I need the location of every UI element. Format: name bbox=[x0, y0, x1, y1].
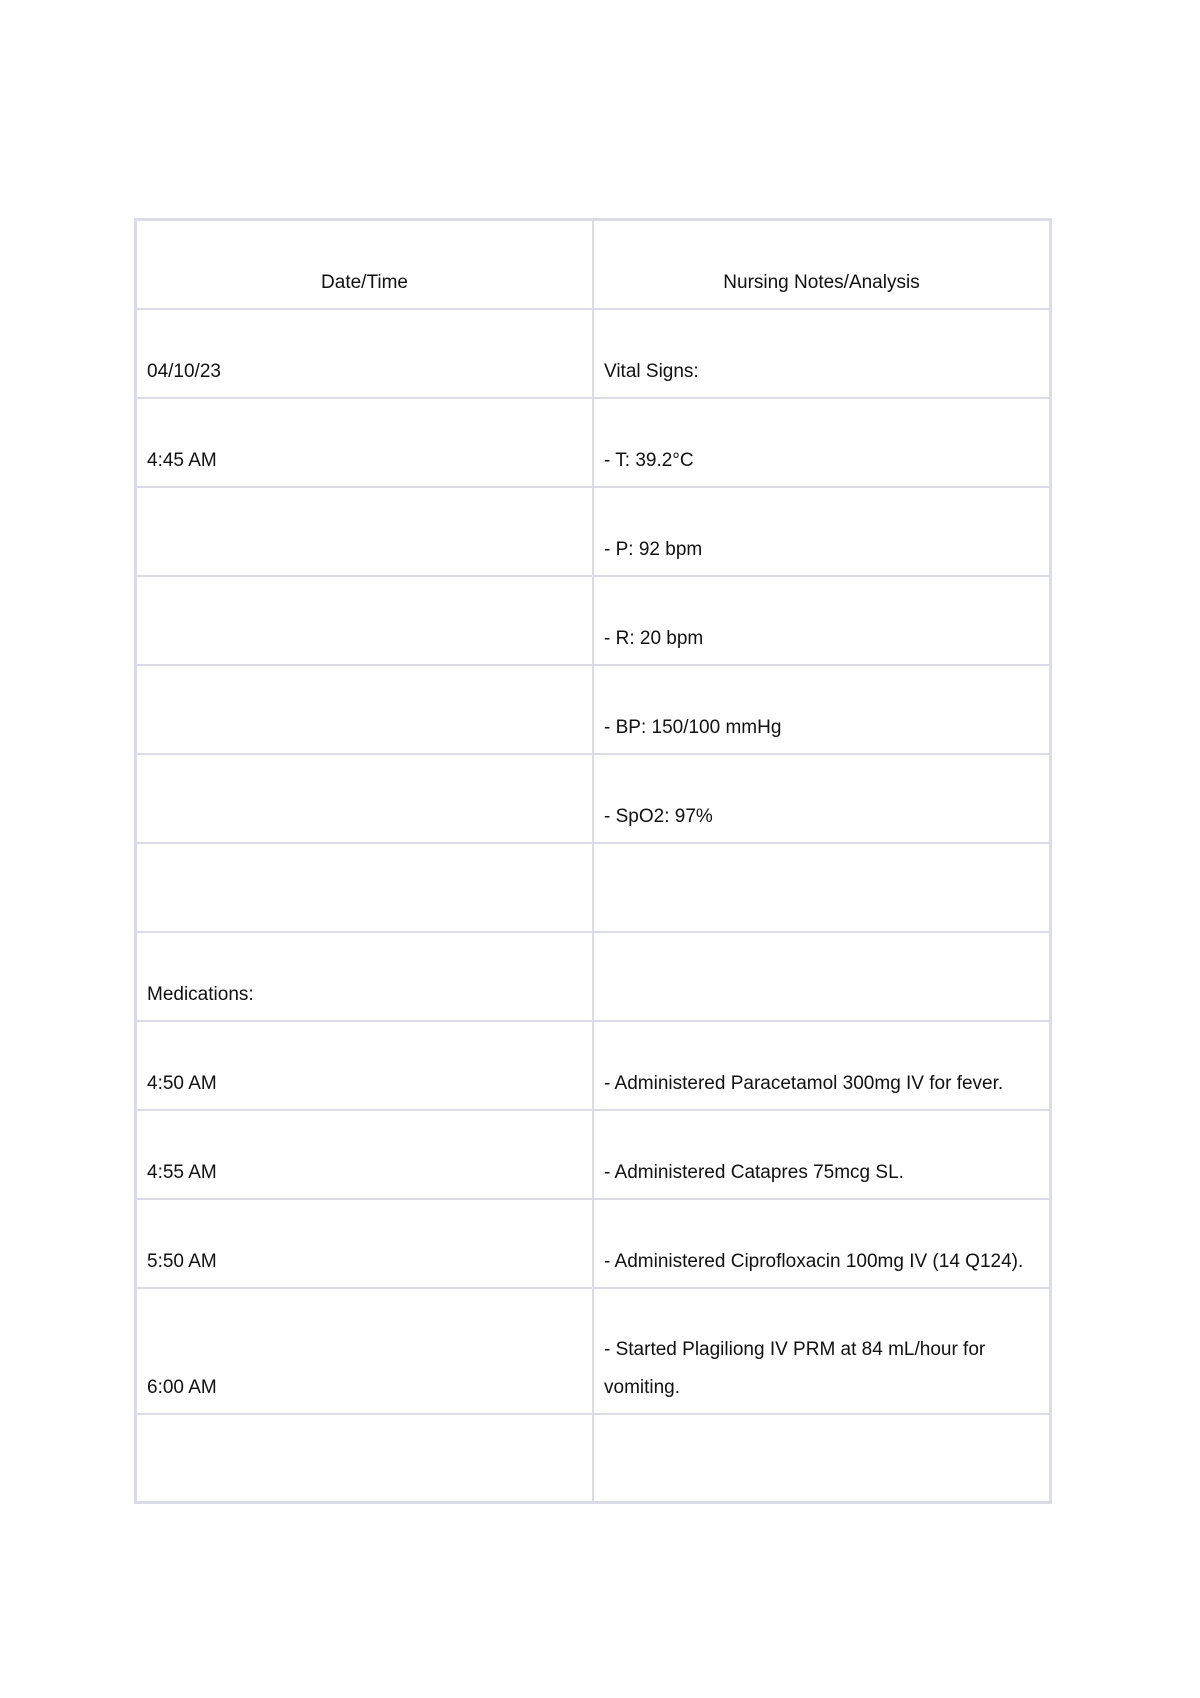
table-row bbox=[136, 754, 1051, 843]
note-cell: - Administered Paracetamol 300mg IV for fever. bbox=[593, 1021, 1051, 1110]
time-cell bbox=[136, 665, 594, 754]
time-cell bbox=[136, 843, 594, 932]
time-cell: 04/10/23 bbox=[136, 309, 594, 398]
table-row bbox=[136, 1414, 1051, 1503]
time-cell: 6:00 AM bbox=[136, 1288, 594, 1414]
note-cell: - Administered Ciprofloxacin 100mg IV (14 Q124). bbox=[593, 1199, 1051, 1288]
note-cell: - Started Plagiliong IV PRM at 84 mL/hour for vomiting. bbox=[593, 1288, 1051, 1414]
table-row bbox=[136, 1021, 1051, 1110]
table-row bbox=[136, 487, 1051, 576]
table-row bbox=[136, 1288, 1051, 1414]
note-cell: - P: 92 bpm bbox=[593, 487, 1051, 576]
table-row bbox=[136, 843, 1051, 932]
time-cell: 4:50 AM bbox=[136, 1021, 594, 1110]
note-cell: - R: 20 bpm bbox=[593, 576, 1051, 665]
note-cell bbox=[593, 843, 1051, 932]
time-cell bbox=[136, 487, 594, 576]
note-cell: - T: 39.2°C bbox=[593, 398, 1051, 487]
table-row bbox=[136, 1110, 1051, 1199]
note-cell: Vital Signs: bbox=[593, 309, 1051, 398]
table-row bbox=[136, 576, 1051, 665]
header-date-time: Date/Time bbox=[136, 220, 594, 309]
table-header-row bbox=[136, 220, 1051, 309]
table-row bbox=[136, 309, 1051, 398]
note-cell: - SpO2: 97% bbox=[593, 754, 1051, 843]
table-row bbox=[136, 665, 1051, 754]
table-row bbox=[136, 932, 1051, 1021]
note-cell: - BP: 150/100 mmHg bbox=[593, 665, 1051, 754]
time-cell bbox=[136, 754, 594, 843]
time-cell bbox=[136, 1414, 594, 1503]
table-row bbox=[136, 398, 1051, 487]
header-nursing-notes: Nursing Notes/Analysis bbox=[593, 220, 1051, 309]
table-row bbox=[136, 1199, 1051, 1288]
time-cell: 4:55 AM bbox=[136, 1110, 594, 1199]
note-cell: - Administered Catapres 75mcg SL. bbox=[593, 1110, 1051, 1199]
note-cell bbox=[593, 932, 1051, 1021]
time-cell: 4:45 AM bbox=[136, 398, 594, 487]
section-label-cell: Medications: bbox=[136, 932, 594, 1021]
time-cell: 5:50 AM bbox=[136, 1199, 594, 1288]
note-cell bbox=[593, 1414, 1051, 1503]
time-cell bbox=[136, 576, 594, 665]
nursing-notes-table bbox=[134, 218, 1052, 1504]
